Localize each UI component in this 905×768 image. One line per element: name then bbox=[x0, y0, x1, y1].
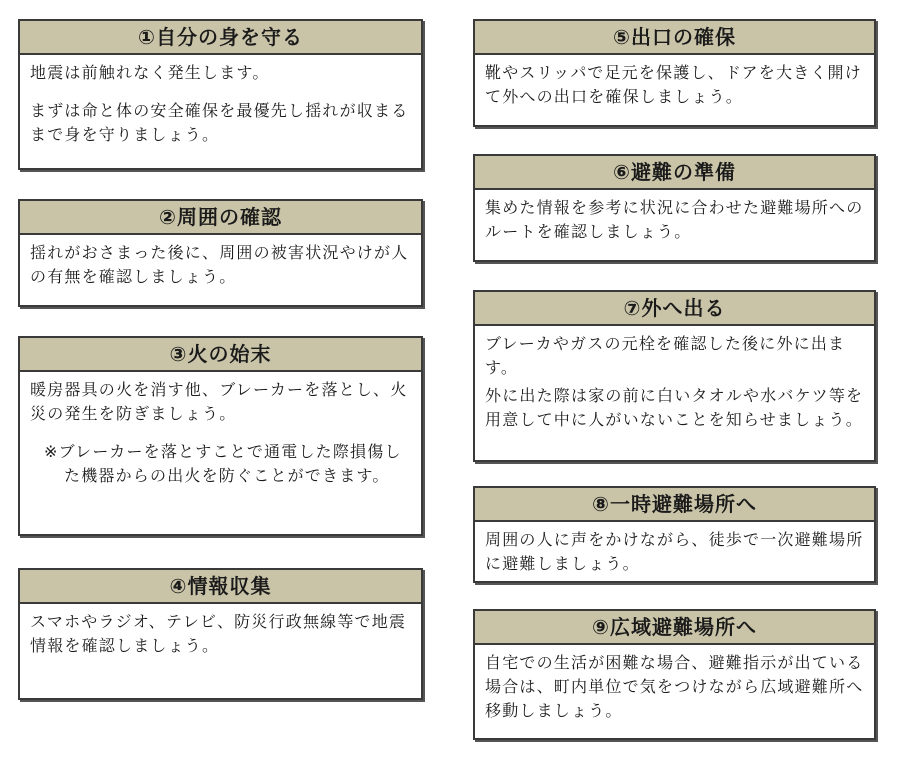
card-body bbox=[20, 604, 421, 664]
card-title: ②周囲の確認 bbox=[20, 201, 421, 235]
card-title: ⑦外へ出る bbox=[475, 292, 874, 326]
card-text: 靴やスリッパで足元を保護し、ドアを大きく開けて外への出口を確保しましょう。 bbox=[485, 63, 862, 106]
card-title: ⑨広域避難場所へ bbox=[475, 611, 874, 645]
card-body bbox=[20, 372, 421, 494]
card-text: ブレーカやガスの元栓を確認した後に外に出ます。 bbox=[485, 334, 846, 377]
card-text: 暖房器具の火を消す他、ブレーカーを落とし、火災の発生を防ぎましょう。 bbox=[30, 380, 408, 423]
card-text: 自宅での生活が困難な場合、避難指示が出ている場合は、町内単位で気をつけながら広域避難所へ移動しましょう。 bbox=[485, 653, 864, 720]
card-wide-area-evacuation-site bbox=[473, 609, 876, 740]
card-body bbox=[20, 235, 421, 295]
card-body bbox=[475, 522, 874, 582]
card-text: 地震は前触れなく発生します。 bbox=[30, 63, 270, 82]
card-note: ※ブレーカーを落とすことで通電した際損傷した機器からの出火を防ぐことができます。 bbox=[44, 442, 402, 485]
card-information-gathering bbox=[18, 568, 423, 700]
card-check-surroundings bbox=[18, 199, 423, 307]
card-go-outside bbox=[473, 290, 876, 462]
card-body bbox=[475, 55, 874, 115]
card-body bbox=[20, 55, 421, 153]
card-evacuation-prep bbox=[473, 154, 876, 262]
card-title: ⑤出口の確保 bbox=[475, 21, 874, 55]
card-title: ⑥避難の準備 bbox=[475, 156, 874, 190]
card-temporary-evacuation-site bbox=[473, 486, 876, 583]
card-title: ①自分の身を守る bbox=[20, 21, 421, 55]
card-text: まずは命と体の安全確保を最優先し揺れが収まるまで身を守りましょう。 bbox=[30, 101, 409, 144]
card-text: 周囲の人に声をかけながら、徒歩で一次避難場所に避難しましょう。 bbox=[485, 530, 864, 573]
card-protect-yourself bbox=[18, 19, 423, 170]
card-text: 集めた情報を参考に状況に合わせた避難場所へのルートを確認しましょう。 bbox=[485, 198, 864, 241]
card-text: スマホやラジオ、テレビ、防災行政無線等で地震情報を確認しましょう。 bbox=[30, 612, 407, 655]
card-title: ④情報収集 bbox=[20, 570, 421, 604]
card-text: 外に出た際は家の前に白いタオルや水バケツ等を用意して中に人がいないことを知らせましょう。 bbox=[485, 386, 864, 429]
card-body bbox=[475, 326, 874, 438]
card-text: 揺れがおさまった後に、周囲の被害状況やけが人の有無を確認しましょう。 bbox=[30, 243, 409, 286]
card-body bbox=[475, 645, 874, 729]
card-secure-exit bbox=[473, 19, 876, 127]
card-body bbox=[475, 190, 874, 250]
card-title: ③火の始末 bbox=[20, 338, 421, 372]
card-fire-safety bbox=[18, 336, 423, 536]
card-title: ⑧一時避難場所へ bbox=[475, 488, 874, 522]
